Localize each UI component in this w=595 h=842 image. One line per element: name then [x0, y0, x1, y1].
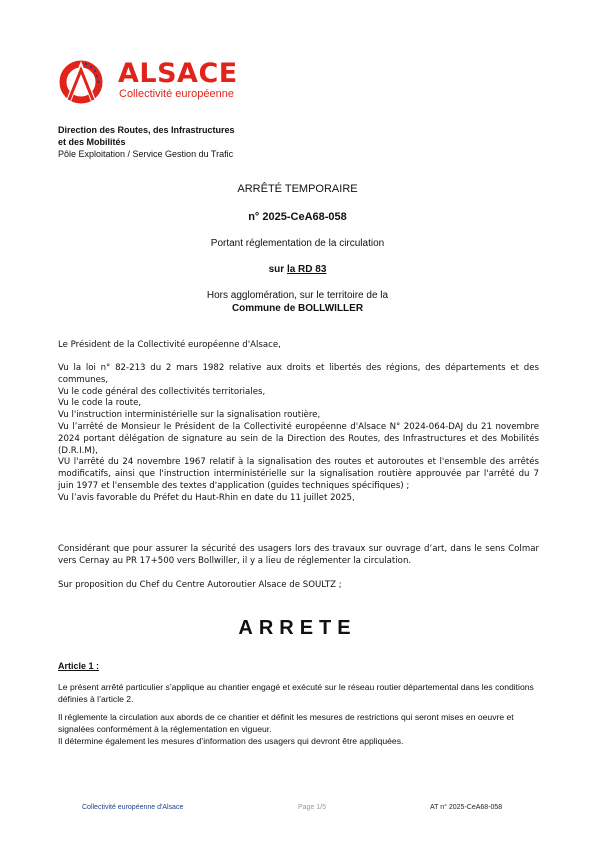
president-line: Le Président de la Collectivité européenne d'Alsace,: [58, 340, 281, 350]
direction-line-3: Pôle Exploitation / Service Gestion du Trafic: [58, 149, 234, 159]
visas-block: [58, 363, 539, 505]
visa-item: Vu la loi n° 82-213 du 2 mars 1982 relative aux droits et libertés des régions, des départements et des communes,: [58, 363, 539, 385]
arrete-purpose: Portant réglementation de la circulation: [210, 238, 385, 249]
logo-wordmark: ALSACE: [118, 58, 238, 89]
location-line: Hors agglomération, sur le territoire de la: [206, 290, 389, 301]
proposition-line: Sur proposition du Chef du Centre Autoroutier Alsace de SOULTZ ;: [58, 580, 342, 590]
direction-block: [58, 124, 235, 160]
visa-item: Vu le code général des collectivités territoriales,: [58, 386, 266, 397]
logo-subtitle: Collectivité européenne: [119, 88, 234, 100]
road-prefix: sur: [268, 264, 287, 275]
commune-line: Commune de BOLLWILLER: [231, 303, 364, 314]
article-1-paragraph-1: Le présent arrêté particulier s’applique au chantier engagé et exécuté sur le réseau routier départemental dans les conditions définies à l’article 2.: [58, 682, 534, 704]
direction-line-2: et des Mobilités: [58, 137, 126, 147]
road-line: [0, 263, 595, 276]
visa-item: VU l'arrêté du 24 novembre 1967 relatif à la signalisation des routes et autoroutes et l'ensemble des arrêtés modificatifs, ainsi que l'instruction interministérielle sur la signalisation routière approuvée par l'arrêté du 7 juin 1977 et l'ensemble des textes d'application (guides techniques spécifiques) ;: [58, 457, 539, 491]
direction-line-1: Direction des Routes, des Infrastructures: [58, 125, 235, 135]
article-1-title: Article 1 :: [58, 661, 100, 671]
article-1-paragraph-2: Il réglemente la circulation aux abords de ce chantier et définit les mesures de restrictions qui seront mises en oeuvre et signalées conformément à la réglementation en vigueur.: [58, 712, 514, 734]
visa-item: Vu l’arrêté de Monsieur le Président de la Collectivité européenne d'Alsace N° 2024-064-DAJ du 21 novembre 2024 portant délégation de signature au sein de la Direction des Routes, des Infrastructures et des Mobilités (D.R.I.M),: [58, 421, 539, 456]
arrete-number: n° 2025-CeA68-058: [248, 211, 347, 223]
considerant-paragraph: Considérant que pour assurer la sécurité des usagers lors des travaux sur ouvrage d’art, dans le sens Colmar vers Cernay au PR 17+500 vers Bollwiller, il y a lieu de réglementer la circulation.: [58, 544, 539, 566]
visa-item: Vu le code la route,: [58, 398, 142, 409]
visa-item: Vu l’avis favorable du Préfet du Haut-Rhin en date du 11 juillet 2025,: [58, 492, 355, 503]
footer-page-number: Page 1/5: [297, 804, 327, 811]
document-type: ARRÊTÉ TEMPORAIRE: [237, 183, 358, 195]
article-1-paragraph-3: Il détermine également les mesures d’information des usagers qui devront être appliquées.: [58, 736, 404, 746]
road-name: la RD 83: [286, 264, 327, 275]
footer-reference: AT n° 2025-CeA68-058: [430, 804, 503, 811]
footer-organisation: Collectivité européenne d'Alsace: [82, 804, 184, 811]
visa-item: Vu l'instruction interministérielle sur la signalisation routière,: [58, 410, 321, 421]
arrete-title: ARRETE: [238, 617, 357, 639]
